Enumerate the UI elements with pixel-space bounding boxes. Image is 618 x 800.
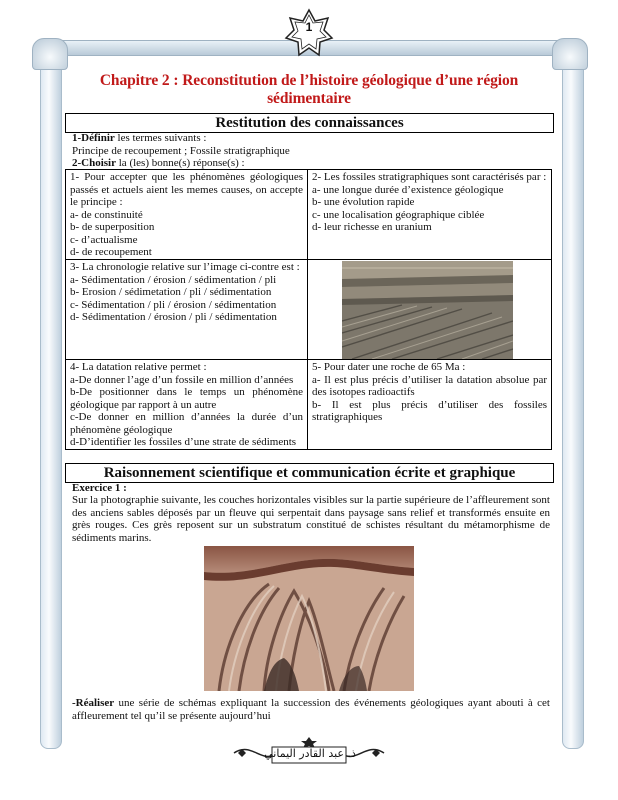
cell-line: d- Sédimentation / érosion / pli / sédimentation [70, 311, 277, 323]
task-bold: -Réaliser [72, 697, 115, 709]
cell-line: a- Il est plus précis d’utiliser la datation absolue par des isotopes radioactifs [312, 373, 547, 398]
cell-line: c- d’actualisme [70, 233, 138, 246]
exercise-1-task [72, 697, 550, 722]
cell-line: b- Il est plus précis d’utiliser des fossiles stratigraphiques [312, 398, 547, 423]
question-2-text: la (les) bonne(s) réponse(s) : [116, 157, 245, 169]
question-1 [72, 132, 552, 145]
cell-line: d-D’identifier les fossiles d’une strate de sédiments [70, 436, 297, 448]
question-2 [72, 157, 552, 170]
cell-line: a-De donner l’age d’un fossile en million d’années [70, 373, 294, 386]
section-title-restitution: Restitution des connaissances [65, 113, 554, 133]
task-text: une série de schémas expliquant la succession des événements géologiques ayant abouti à cet affleurement tel qu’il se présente aujourd’hui [72, 697, 550, 722]
table-cell-question-3 [65, 259, 308, 360]
table-cell-photo [307, 259, 552, 360]
page-frame-right-pillar [562, 42, 584, 749]
question-2-bold: 2-Choisir [72, 157, 116, 169]
cell-line: 5- Pour dater une roche de 65 Ma : [312, 361, 466, 373]
cell-line: 4- La datation relative permet : [70, 361, 207, 373]
question-1-text: les termes suivants : [114, 132, 207, 144]
cell-line: b- Erosion / sédimetation / pli / sédimentation [70, 286, 272, 298]
cell-line: d- leur richesse en uranium [312, 221, 432, 233]
page-number: 1 [305, 20, 313, 34]
chapter-title: Chapitre 2 : Reconstitution de l’histoire géologique d’une région sédimentaire [99, 72, 519, 107]
cell-line: c-De donner en million d’années la durée d’un phénomène géologique [70, 411, 303, 436]
cell-line: 2- Les fossiles stratigraphiques sont caractérisés par : [312, 171, 547, 183]
outcrop-photo-folded-schists [204, 546, 414, 691]
cell-line: c- Sédimentation / pli / érosion / sédimentation [70, 298, 277, 311]
table-cell-question-5 [307, 359, 552, 450]
author-signature: ذ. عبد القادر اليماني [264, 747, 356, 760]
table-cell-question-2 [307, 169, 552, 260]
cell-line: 1- Pour accepter que les phénomènes géologiques passés et actuels aient les memes causes, on accepte le principe : [70, 171, 303, 208]
exercise-1-label: Exercice 1 : [72, 482, 127, 494]
cell-line: 3- La chronologie relative sur l’image ci-contre est : [70, 261, 300, 273]
section-title-raisonnement: Raisonnement scientifique et communication écrite et graphique [65, 463, 554, 483]
cell-line: b-De positionner dans le temps un phénomène géologique par rapport à un autre [70, 386, 303, 411]
exercise-1-paragraph: Sur la photographie suivante, les couches horizontales visibles sur la partie supérieure de l’affleurement sont des anciens sables déposés par un fleuve qui serpentait dans paysage sans relief et transformés ensuite en grès rouges. Ces grès reposent sur un substratum constitué de schistes résultant du métamorphisme de sédiments marins. [72, 494, 550, 544]
cell-line: a- une longue durée d’existence géologique [312, 183, 504, 196]
cell-line: b- de superposition [70, 221, 155, 233]
cell-line: b- une évolution rapide [312, 196, 415, 208]
frame-corner-ornament-left [32, 38, 68, 70]
page-frame-left-pillar [40, 42, 62, 749]
frame-corner-ornament-right [552, 38, 588, 70]
cell-line: c- une localisation géographique ciblée [312, 208, 485, 221]
table-cell-question-1 [65, 169, 308, 260]
question-1-terms: Principe de recoupement ; Fossile stratigraphique [72, 145, 290, 157]
question-1-bold: 1-Définir [72, 132, 115, 144]
cell-line: d- de recoupement [70, 246, 152, 258]
cell-line: a- de constinuité [70, 208, 143, 221]
cell-line: a- Sédimentation / érosion / sédimentation / pli [70, 273, 277, 286]
table-cell-question-4 [65, 359, 308, 450]
outcrop-photo-unconformity [342, 261, 513, 359]
